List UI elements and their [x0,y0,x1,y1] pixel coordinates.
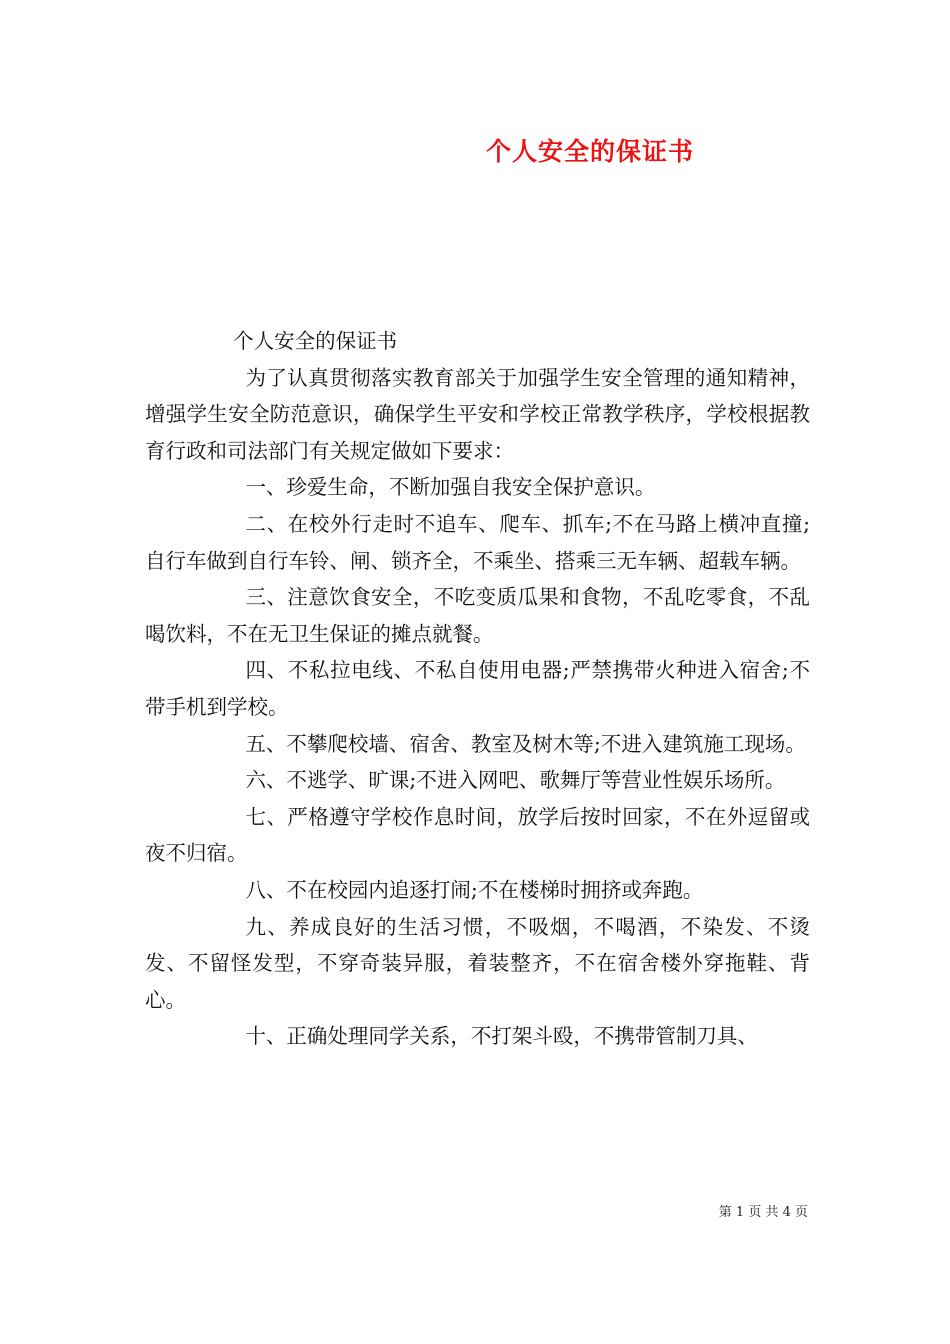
document-body [145,323,810,1055]
rule-item-4: 四、不私拉电线、不私自使用电器;严禁携带火种进入宿舍;不带手机到学校。 [145,658,810,719]
rule-item-3: 三、注意饮食安全，不吃变质瓜果和食物，不乱吃零食，不乱喝饮料，不在无卫生保证的摊点就餐。 [145,585,810,646]
rule-item-5: 五、不攀爬校墙、宿舍、教室及树木等;不进入建筑施工现场。 [245,731,806,756]
rule-item-1: 一、珍爱生命，不断加强自我安全保护意识。 [245,475,656,500]
rule-item-7: 七、严格遵守学校作息时间，放学后按时回家，不在外逗留或夜不归宿。 [145,804,810,866]
rule-item-2: 二、在校外行走时不追车、爬车、抓车;不在马路上横冲直撞;自行车做到自行车铃、闸、锁齐全，不乘坐、搭乘三无车辆、超载车辆。 [145,511,810,573]
page-number-footer: 第 1 页 共 4 页 [718,1205,808,1220]
document-title: 个人安全的保证书 [485,137,694,166]
rule-item-9: 九、养成良好的生活习惯，不吸烟，不喝酒，不染发、不烫发、不留怪发型，不穿奇装异服，着装整齐，不在宿舍楼外穿拖鞋、背心。 [145,914,810,1012]
intro-paragraph: 为了认真贯彻落实教育部关于加强学生安全管理的通知精神，增强学生安全防范意识，确保学生平安和学校正常教学秩序，学校根据教育行政和司法部门有关规定做如下要求： [145,365,810,463]
rule-item-8: 八、不在校园内追逐打闹;不在楼梯时拥挤或奔跑。 [245,877,704,902]
rule-item-6: 六、不逃学、旷课;不进入网吧、歌舞厅等营业性娱乐场所。 [245,768,786,793]
rule-item-10: 十、正确处理同学关系，不打架斗殴，不携带管制刀具、 [245,1024,758,1049]
document-subtitle: 个人安全的保证书 [233,329,398,353]
